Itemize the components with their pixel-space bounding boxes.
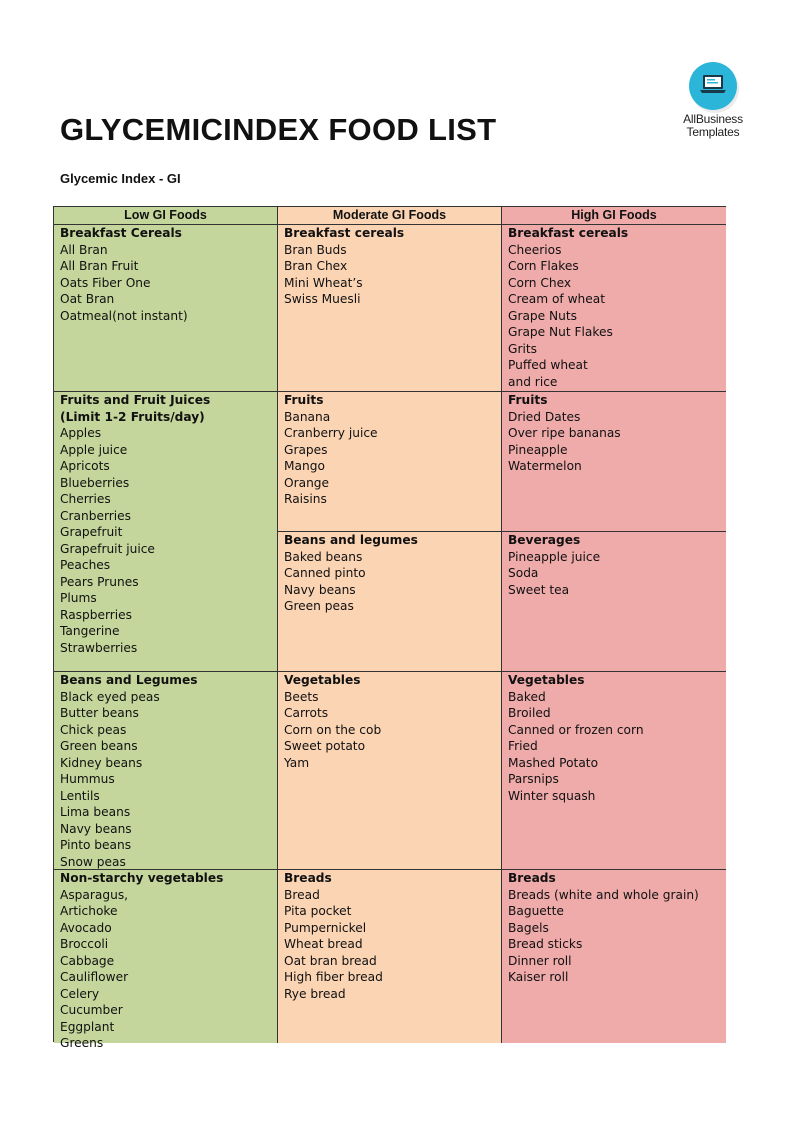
food-item: Grapefruit <box>60 525 123 539</box>
food-item: Green beans <box>60 739 138 753</box>
food-item: Tangerine <box>60 624 120 638</box>
food-item: Sweet potato <box>284 739 366 753</box>
food-item: Cranberries <box>60 508 131 523</box>
low-beans-cell <box>54 672 277 869</box>
food-item: Puffed wheat <box>508 358 588 372</box>
food-item: Dried Dates <box>508 409 581 424</box>
food-item: Pineapple juice <box>508 549 601 564</box>
section-title: Breads <box>508 871 556 885</box>
gi-food-table <box>53 206 726 1050</box>
logo-text-line1: AllBusiness <box>683 112 743 126</box>
food-item: Bread sticks <box>508 937 583 951</box>
moderate-breads-cell <box>278 870 501 1042</box>
food-item: Bagels <box>508 920 549 935</box>
section-title: Beverages <box>508 533 581 547</box>
food-item: Mango <box>284 459 325 473</box>
section-title: Beans and Legumes <box>60 673 198 687</box>
food-item: Mashed Potato <box>508 755 599 770</box>
food-item: Baked beans <box>284 549 363 564</box>
food-item: Butter beans <box>60 706 139 720</box>
food-item: Parsnips <box>508 772 559 786</box>
food-item: Artichoke <box>60 904 118 918</box>
low-gi-header: Low GI Foods <box>54 207 277 225</box>
food-item: Corn Flakes <box>508 259 579 273</box>
high-gi-column <box>502 207 726 1043</box>
section-title: Fruits <box>508 393 548 407</box>
food-item: Grapefruit juice <box>60 541 155 556</box>
high-beverages-cell <box>502 532 726 670</box>
section-title: Vegetables <box>284 673 361 687</box>
low-breakfast-cell <box>54 225 277 391</box>
food-item: Pineapple <box>508 442 568 457</box>
high-breakfast-cell <box>502 225 726 391</box>
food-item: Broccoli <box>60 937 109 951</box>
logo-text-line2: Templates <box>686 125 740 139</box>
high-fruits-cell <box>502 392 726 530</box>
moderate-beans-cell <box>278 532 501 670</box>
food-item: Rye bread <box>284 986 346 1001</box>
food-item: Wheat bread <box>284 937 363 951</box>
moderate-veg-cell <box>278 672 501 869</box>
food-item: Oat Bran <box>60 292 115 306</box>
food-item: Avocado <box>60 920 112 935</box>
food-item: Cucumber <box>60 1003 123 1017</box>
food-item: Hummus <box>60 772 115 786</box>
page-subtitle: Glycemic Index - GI <box>60 171 181 186</box>
high-breads-cell <box>502 870 726 1042</box>
food-item: Canned pinto <box>284 566 366 580</box>
food-item: Beets <box>284 689 319 704</box>
food-item: Lentils <box>60 788 100 803</box>
section-title: Non-starchy vegetables <box>60 871 224 885</box>
low-veg-cell <box>54 870 277 1050</box>
food-item: Baguette <box>508 904 564 918</box>
section-title: Breakfast cereals <box>508 226 629 240</box>
food-item: Grape Nuts <box>508 308 578 323</box>
section-title: Beans and legumes <box>284 533 418 547</box>
page-title: GLYCEMICINDEX FOOD LIST <box>60 112 497 147</box>
food-item: Celery <box>60 986 100 1001</box>
food-item: Navy beans <box>60 821 132 836</box>
section-title: Breakfast Cereals <box>60 226 182 240</box>
food-item: Swiss Muesli <box>284 292 361 306</box>
food-item: Soda <box>508 566 539 580</box>
food-item: Bran Buds <box>284 242 347 257</box>
food-item: Grapes <box>284 442 328 457</box>
food-item: Grape Nut Flakes <box>508 325 613 339</box>
section-title: Fruits <box>284 393 324 407</box>
food-item: Asparagus, <box>60 887 129 902</box>
section-title: Breakfast cereals <box>284 226 405 240</box>
food-item: Apple juice <box>60 442 128 457</box>
food-item: Breads (white and whole grain) <box>508 887 699 902</box>
food-item: Plums <box>60 591 97 605</box>
food-item: Corn Chex <box>508 275 572 290</box>
food-item: Fried <box>508 739 538 753</box>
food-item: Pinto beans <box>60 838 132 852</box>
food-item: Dinner roll <box>508 953 572 968</box>
section-title: Fruits and Fruit Juices <box>60 393 211 407</box>
food-item: Navy beans <box>284 582 356 597</box>
food-item: Green peas <box>284 599 354 613</box>
food-item: Cherries <box>60 492 111 506</box>
food-item: Pears Prunes <box>60 574 139 589</box>
food-item: Apricots <box>60 459 110 473</box>
food-item: Bran Chex <box>284 259 348 273</box>
food-item: Oatmeal(not instant) <box>60 308 188 323</box>
food-item: Cranberry juice <box>284 426 378 440</box>
low-gi-column <box>54 207 278 1050</box>
food-item: All Bran Fruit <box>60 259 139 273</box>
food-item: Sweet tea <box>508 582 570 597</box>
food-item: Lima beans <box>60 805 131 819</box>
food-item: Corn on the cob <box>284 722 382 737</box>
food-item: Kaiser roll <box>508 970 569 984</box>
food-item: Kidney beans <box>60 755 143 770</box>
food-item: Pumpernickel <box>284 920 367 935</box>
food-item: Winter squash <box>508 788 596 803</box>
brand-logo <box>680 60 746 139</box>
food-item: Orange <box>284 475 330 490</box>
food-item: Snow peas <box>60 854 126 869</box>
food-item: Carrots <box>284 706 329 720</box>
section-title: Breads <box>284 871 332 885</box>
food-item: Cauliflower <box>60 970 129 984</box>
food-item: Raisins <box>284 492 327 506</box>
food-item: Black eyed peas <box>60 689 160 704</box>
low-fruits-cell <box>54 392 277 671</box>
section-subtitle: (Limit 1-2 Fruits/day) <box>60 409 205 424</box>
food-item: Cabbage <box>60 953 115 968</box>
food-item: Oats Fiber One <box>60 275 151 290</box>
food-item: Greens <box>60 1036 104 1050</box>
food-item: Banana <box>284 409 331 424</box>
food-item: Yam <box>284 755 310 770</box>
food-item: Oat bran bread <box>284 953 377 968</box>
food-item: Peaches <box>60 558 111 572</box>
high-gi-header: High GI Foods <box>502 207 726 225</box>
food-item: High fiber bread <box>284 970 383 984</box>
food-item: Cheerios <box>508 242 562 257</box>
food-item: Over ripe bananas <box>508 426 621 440</box>
food-item: Chick peas <box>60 722 127 737</box>
food-item: All Bran <box>60 242 108 257</box>
laptop-icon <box>689 62 737 110</box>
moderate-fruits-cell <box>278 392 501 530</box>
food-item: Bread <box>284 887 320 902</box>
food-item: Eggplant <box>60 1019 115 1034</box>
food-item: Strawberries <box>60 640 138 655</box>
food-item: Raspberries <box>60 607 133 622</box>
food-item: Mini Wheat’s <box>284 275 363 290</box>
food-item: Grits <box>508 341 537 356</box>
food-item: Watermelon <box>508 459 582 473</box>
food-item: Canned or frozen corn <box>508 722 644 737</box>
section-title: Vegetables <box>508 673 585 687</box>
food-item: Pita pocket <box>284 904 352 918</box>
food-item: Broiled <box>508 706 551 720</box>
food-item: Cream of wheat <box>508 292 606 306</box>
high-veg-cell <box>502 672 726 869</box>
moderate-gi-column <box>278 207 502 1043</box>
moderate-breakfast-cell <box>278 225 501 391</box>
food-item: Blueberries <box>60 475 130 490</box>
food-item: Baked <box>508 689 546 704</box>
moderate-gi-header: Moderate GI Foods <box>278 207 501 225</box>
food-item: and rice <box>508 374 558 389</box>
food-item: Apples <box>60 426 102 440</box>
